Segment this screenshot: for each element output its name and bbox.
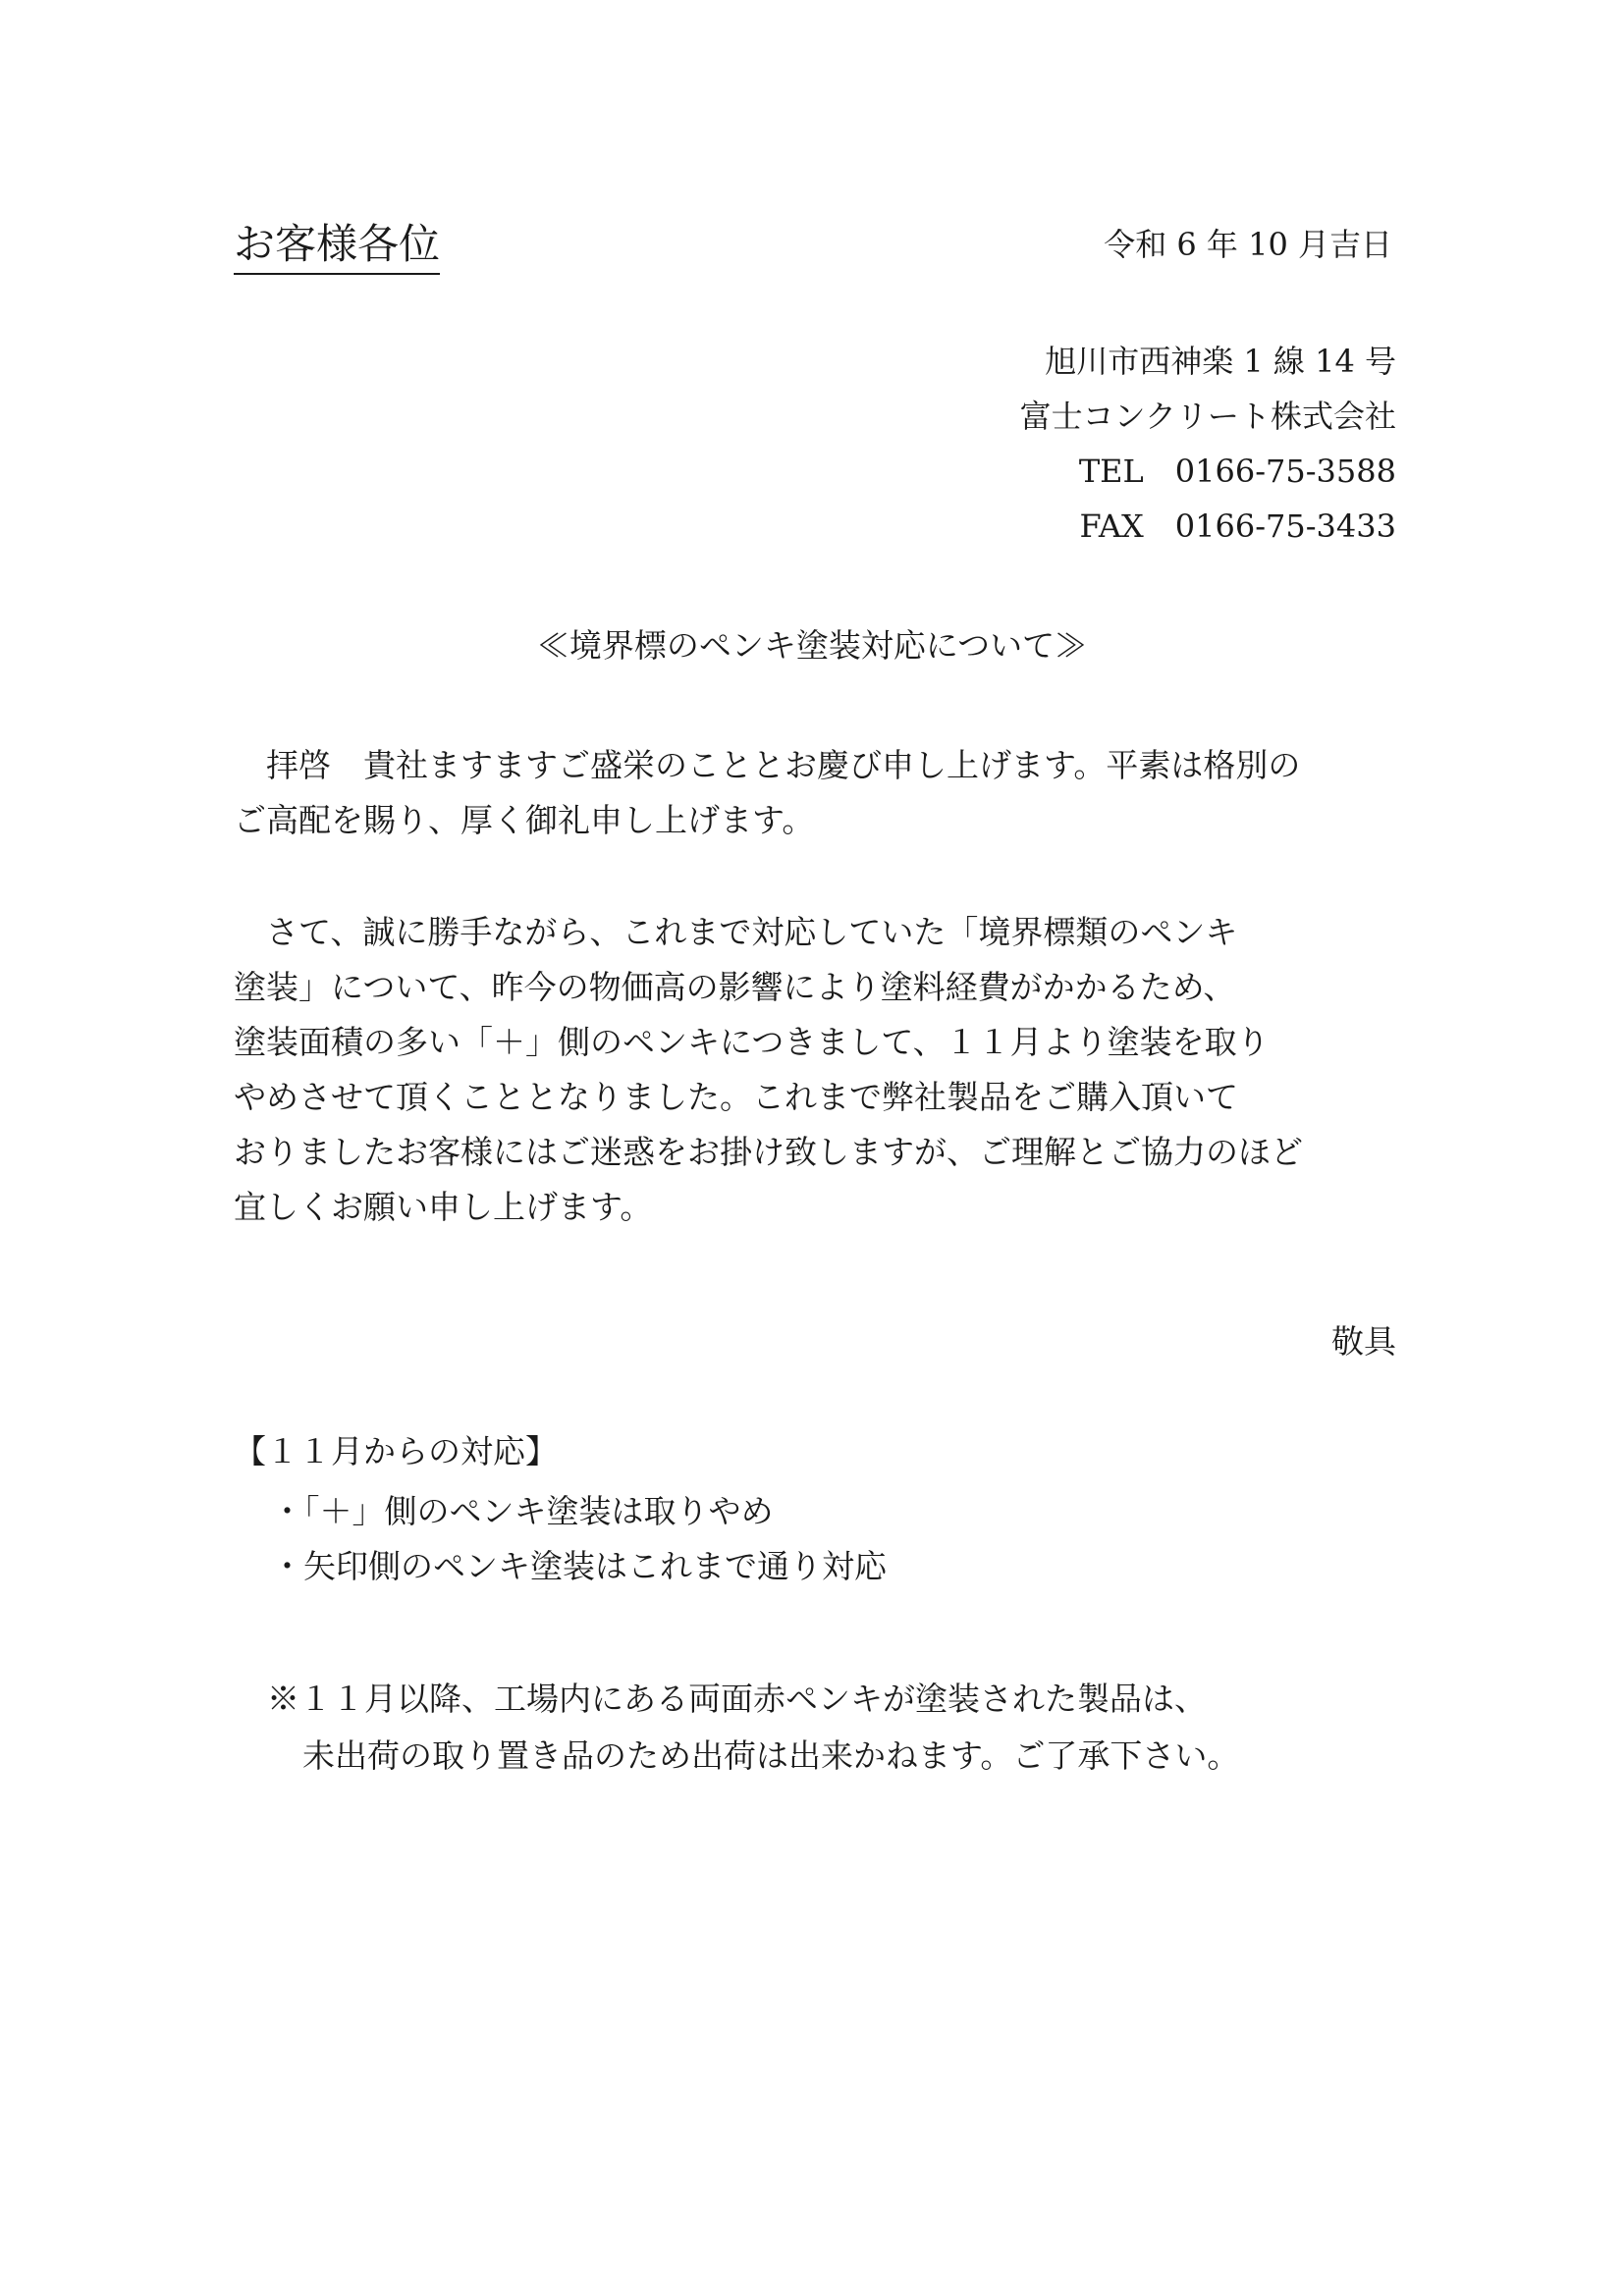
letter-subject: ≪境界標のペンキ塗装対応について≫: [536, 626, 1088, 665]
issue-date: 令和 6 年 10 月吉日: [1104, 226, 1392, 263]
paragraph-line: 塗装面積の多い「＋」側のペンキにつきまして、１１月より塗装を取り: [234, 1023, 1270, 1061]
note-block: [267, 1671, 1239, 1785]
main-paragraph: [234, 905, 1398, 1235]
sender-address: 旭川市西神楽 1 線 14 号: [1045, 343, 1396, 380]
paragraph-line: さて、誠に勝手ながら、これまで対応していた「境界標類のペンキ: [234, 913, 1238, 951]
note-line: 未出荷の取り置き品のため出荷は出来かねます。ご了承下さい。: [302, 1736, 1240, 1775]
note-line: ※１１月以降、工場内にある両面赤ペンキが塗装された製品は、: [267, 1680, 1207, 1718]
paragraph-line: ご高配を賜り、厚く御礼申し上げます。: [234, 801, 815, 839]
sender-tel: TEL 0166-75-3588: [1078, 453, 1396, 490]
changes-list: [271, 1484, 887, 1594]
sender-company: 富士コンクリート株式会社: [1019, 398, 1396, 435]
paragraph-line: 塗装」について、昨今の物価高の影響により塗料経費がかかるため、: [234, 968, 1236, 1006]
recipient-heading: お客様各位: [234, 218, 440, 275]
list-item: ・「＋」側のペンキ塗装は取りやめ: [271, 1492, 774, 1530]
sender-block: [1020, 334, 1396, 554]
paragraph-line: おりましたお客様にはご迷惑をお掛け致しますが、ご理解とご協力のほど: [234, 1133, 1303, 1171]
changes-title: 【１１月からの対応】: [234, 1432, 558, 1470]
list-item: ・矢印側のペンキ塗装はこれまで通り対応: [271, 1547, 887, 1585]
paragraph-line: やめさせて頂くこととなりました。これまで弊社製品をご購入頂いて: [234, 1078, 1238, 1116]
sender-fax: FAX 0166-75-3433: [1079, 507, 1396, 545]
paragraph-line: 拝啓 貴社ますますご盛栄のこととお慶び申し上げます。平素は格別の: [234, 746, 1301, 784]
paragraph-line: 宜しくお願い申し上げます。: [234, 1188, 653, 1226]
greeting-paragraph: [234, 738, 1398, 848]
closing-word: 敬具: [1331, 1322, 1396, 1361]
